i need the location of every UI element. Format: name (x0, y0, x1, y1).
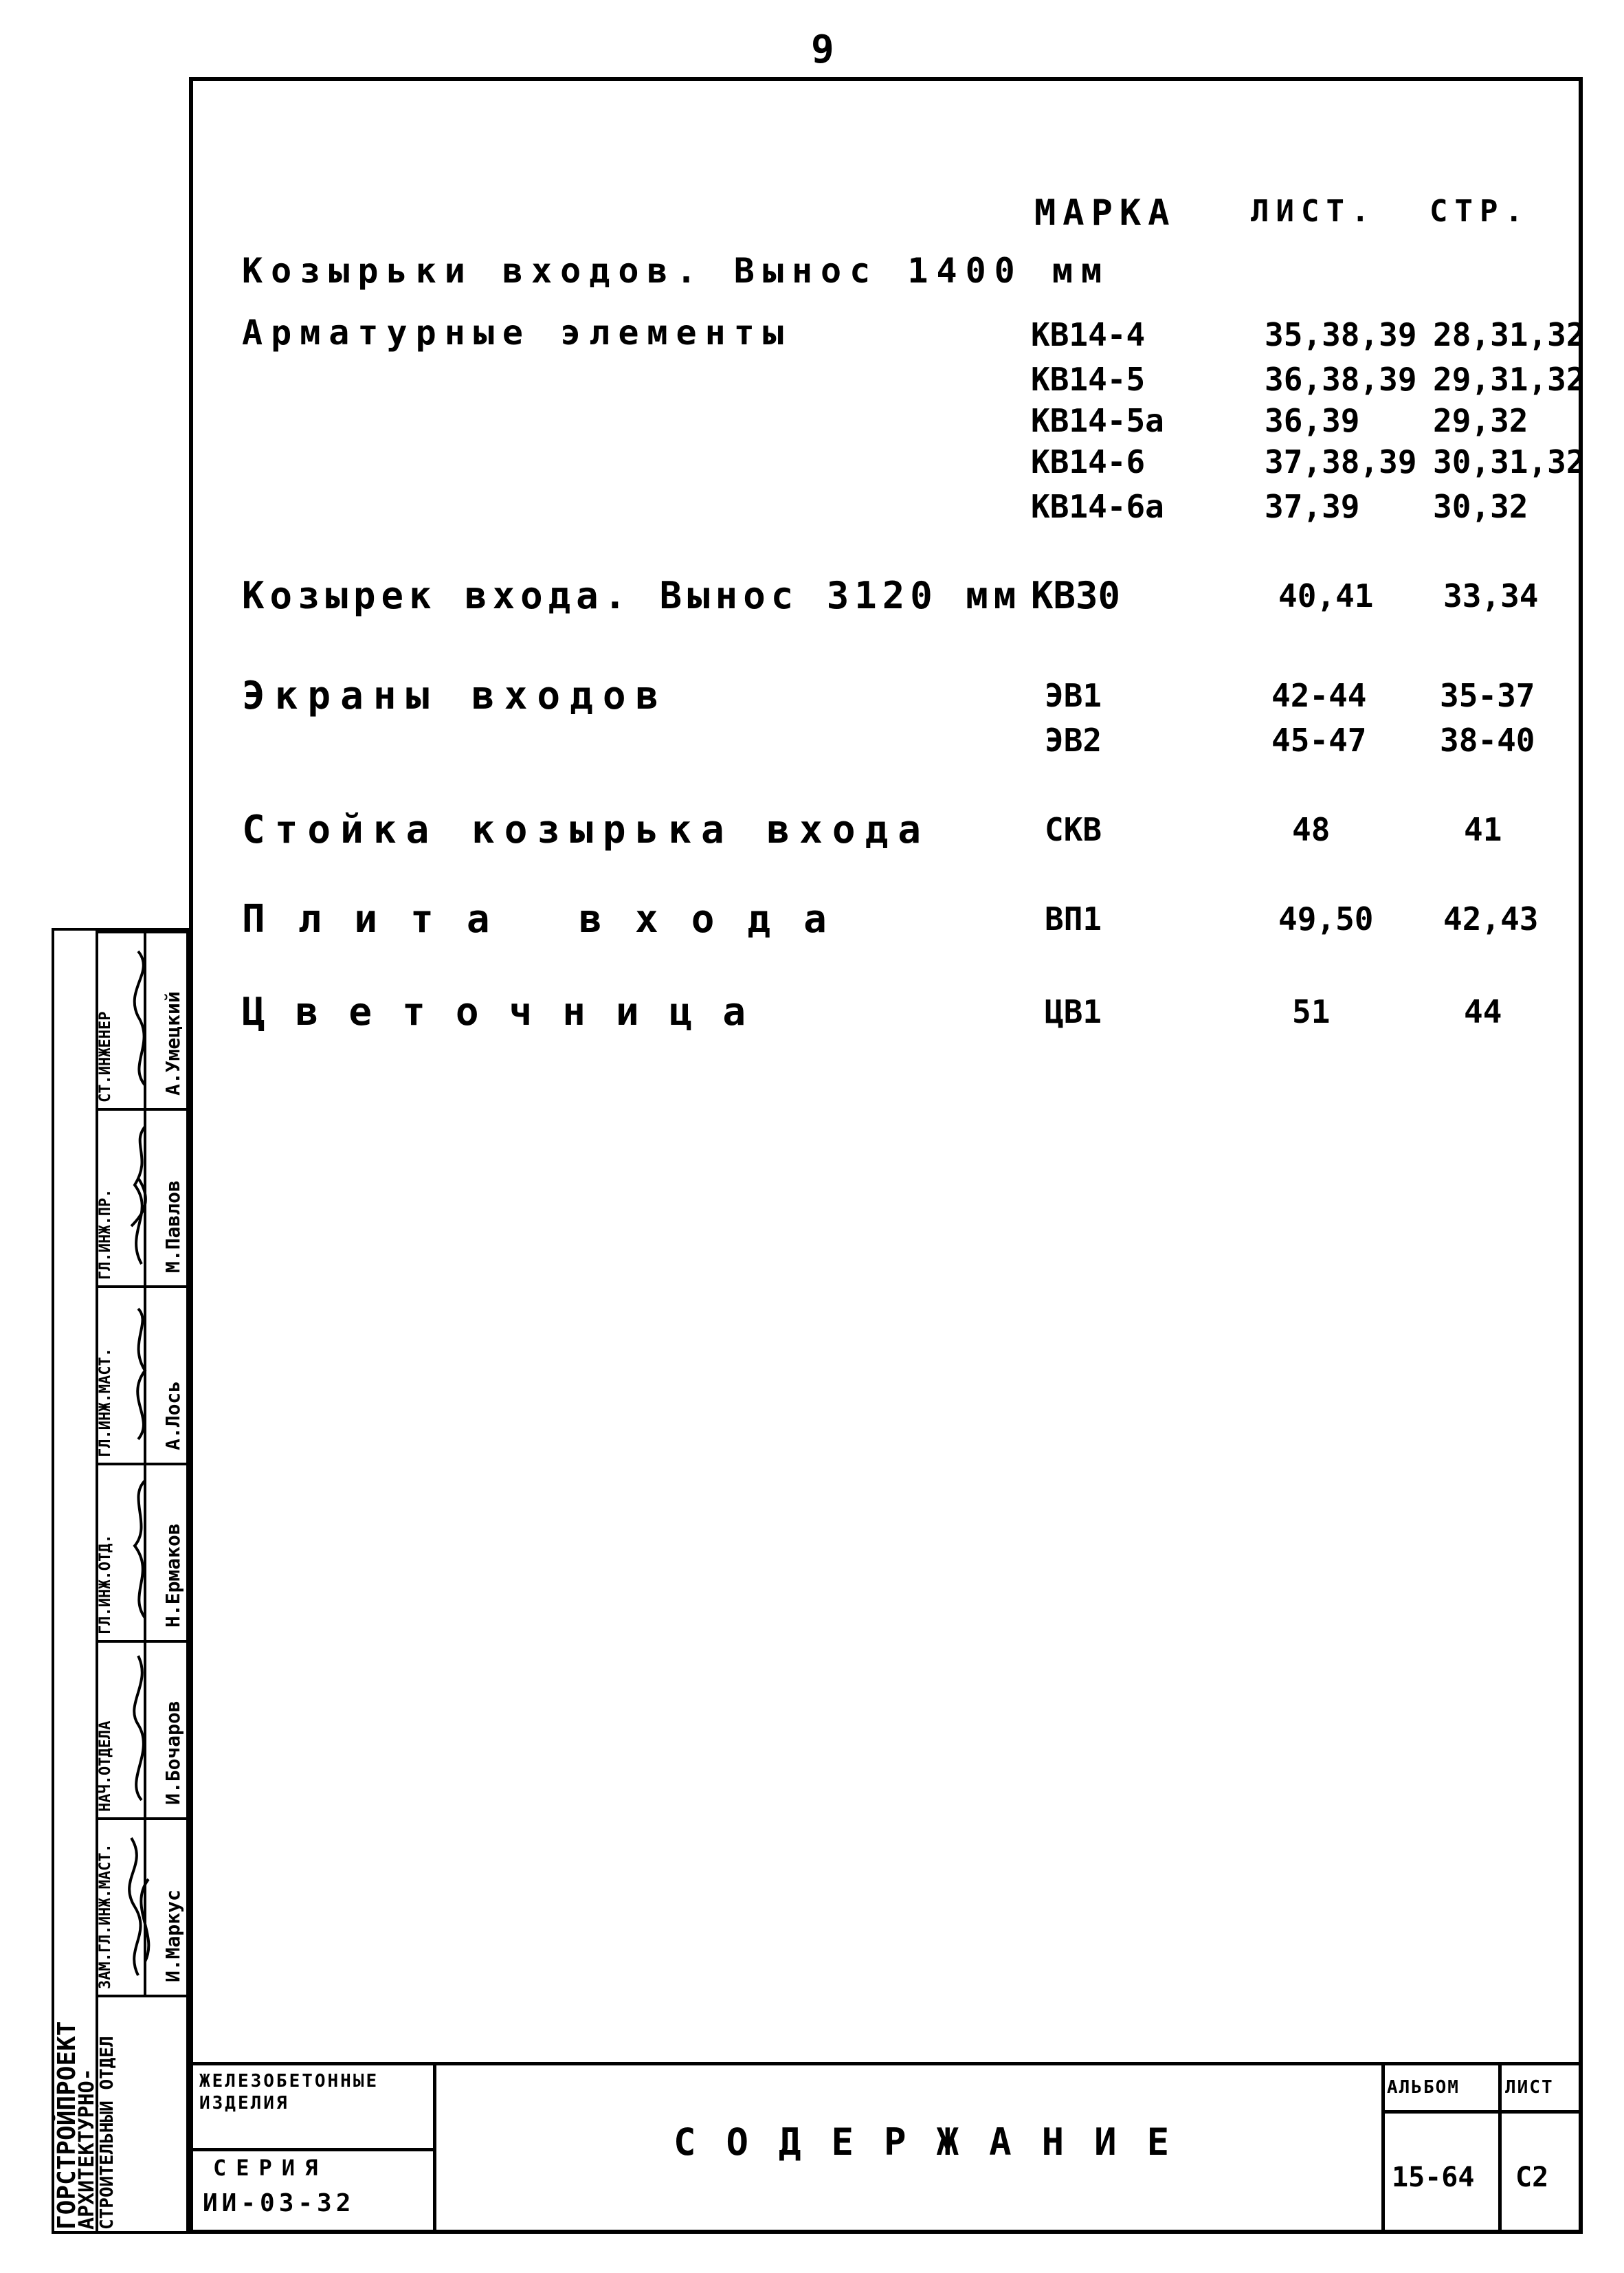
header-sheet: ЛИСТ. (1251, 194, 1377, 229)
row-sheet: 36,38,39 (1265, 361, 1417, 398)
title-block-series-label: СЕРИЯ (213, 2155, 328, 2181)
title-block-category: ЖЕЛЕЗОБЕТОННЫЕ ИЗДЕЛИЯ (199, 2071, 379, 2114)
row-mark: КВ14-6а (1031, 488, 1164, 525)
header-page: СТР. (1430, 194, 1530, 229)
title-block-divider (433, 2062, 436, 2234)
row-page: 30,31,32 (1433, 443, 1586, 480)
row-mark: СКВ (1045, 811, 1102, 848)
row-mark: КВ30 (1031, 574, 1121, 617)
stamp-name: И.Бочаров (162, 1700, 184, 1805)
row-page: 41 (1464, 811, 1502, 848)
row-mark: ЭВ1 (1045, 677, 1102, 714)
stamp-name: Н.Ермаков (162, 1523, 184, 1628)
section-subtitle: Арматурные элементы (242, 313, 792, 353)
row-mark: ВП1 (1045, 900, 1102, 938)
title-block-divider (1381, 2062, 1385, 2234)
signature-scribble (118, 1824, 166, 1982)
section-title: Козырьки входов. Вынос 1400 мм (242, 251, 1111, 291)
section-title: Стойка козырька входа (242, 808, 931, 852)
stamp-org-line: АРХИТЕКТУРНО- (75, 2068, 99, 2230)
header-mark: МАРКА (1034, 192, 1177, 234)
title-block-series: ИИ-03-32 (203, 2189, 355, 2217)
signature-scribble (118, 941, 166, 1099)
row-mark: КВ14-4 (1031, 316, 1146, 353)
stamp-role: ГЛ.ИНЖ.МАСТ. (97, 1348, 114, 1457)
row-page: 35-37 (1440, 677, 1535, 714)
stamp-role: СТ.ИНЖЕНЕР (97, 1011, 114, 1102)
signature-scribble (118, 1649, 166, 1807)
row-page: 33,34 (1443, 577, 1539, 614)
row-page: 38-40 (1440, 722, 1535, 759)
document-title: СОДЕРЖАНИЕ (674, 2120, 1200, 2164)
row-page: 42,43 (1443, 900, 1539, 938)
stamp-role: НАЧ.ОТДЕЛА (97, 1720, 114, 1812)
row-sheet: 37,39 (1265, 488, 1360, 525)
title-block-divider (1498, 2062, 1502, 2234)
drawing-frame (189, 77, 1583, 2234)
signature-scribble (118, 1116, 166, 1274)
stamp-name: И.Маркус (162, 1889, 184, 1982)
row-page: 29,32 (1433, 402, 1528, 439)
row-mark: КВ14-6 (1031, 443, 1146, 480)
signature-scribble (118, 1470, 166, 1628)
row-sheet: 51 (1292, 993, 1331, 1030)
stamp-role: ГЛ.ИНЖ.ОТД. (97, 1534, 114, 1634)
row-page: 44 (1464, 993, 1502, 1030)
stamp-name: М.Павлов (162, 1180, 184, 1273)
stamp-org-line: СТРОИТЕЛЬНЫЙ ОТДЕЛ (97, 2036, 118, 2230)
stamp-org-line: ГОРСТРОЙПРОЕКТ (53, 2021, 81, 2230)
page-number: 9 (811, 27, 834, 72)
title-block-sheet-label: ЛИСТ (1505, 2077, 1554, 2098)
row-sheet: 36,39 (1265, 402, 1360, 439)
section-title: Козырек входа. Вынос 3120 мм (242, 574, 1022, 617)
row-sheet: 45-47 (1271, 722, 1367, 759)
signature-scribble (118, 1295, 166, 1453)
row-sheet: 49,50 (1278, 900, 1374, 938)
section-title: Цветочница (242, 990, 777, 1034)
row-sheet: 48 (1292, 811, 1331, 848)
stamp-role: ЗАМ.ГЛ.ИНЖ.МАСТ. (97, 1843, 114, 1989)
row-mark: ЦВ1 (1045, 993, 1102, 1030)
title-block-album-label: АЛЬБОМ (1387, 2077, 1460, 2098)
row-sheet: 35,38,39 (1265, 316, 1417, 353)
row-page: 30,32 (1433, 488, 1528, 525)
title-block-divider (189, 2148, 433, 2151)
approval-stamp (52, 928, 189, 2234)
row-page: 28,31,32 (1433, 316, 1586, 353)
row-sheet: 37,38,39 (1265, 443, 1417, 480)
title-block-top-border (189, 2062, 1583, 2065)
stamp-name: А.Умецкий (162, 991, 184, 1096)
title-block-album: 15-64 (1392, 2162, 1475, 2193)
section-title: Экраны входов (242, 674, 669, 718)
row-mark: ЭВ2 (1045, 722, 1102, 759)
section-title: Плита входа (242, 897, 860, 942)
title-block-sheet: С2 (1515, 2162, 1549, 2193)
row-sheet: 40,41 (1278, 577, 1374, 614)
row-page: 29,31,32 (1433, 361, 1586, 398)
row-mark: КВ14-5а (1031, 402, 1164, 439)
title-block-divider (1381, 2110, 1583, 2114)
row-sheet: 42-44 (1271, 677, 1367, 714)
stamp-name: А.Лось (162, 1380, 184, 1450)
row-mark: КВ14-5 (1031, 361, 1146, 398)
stamp-role: ГЛ.ИНЖ.ПР. (97, 1188, 114, 1280)
